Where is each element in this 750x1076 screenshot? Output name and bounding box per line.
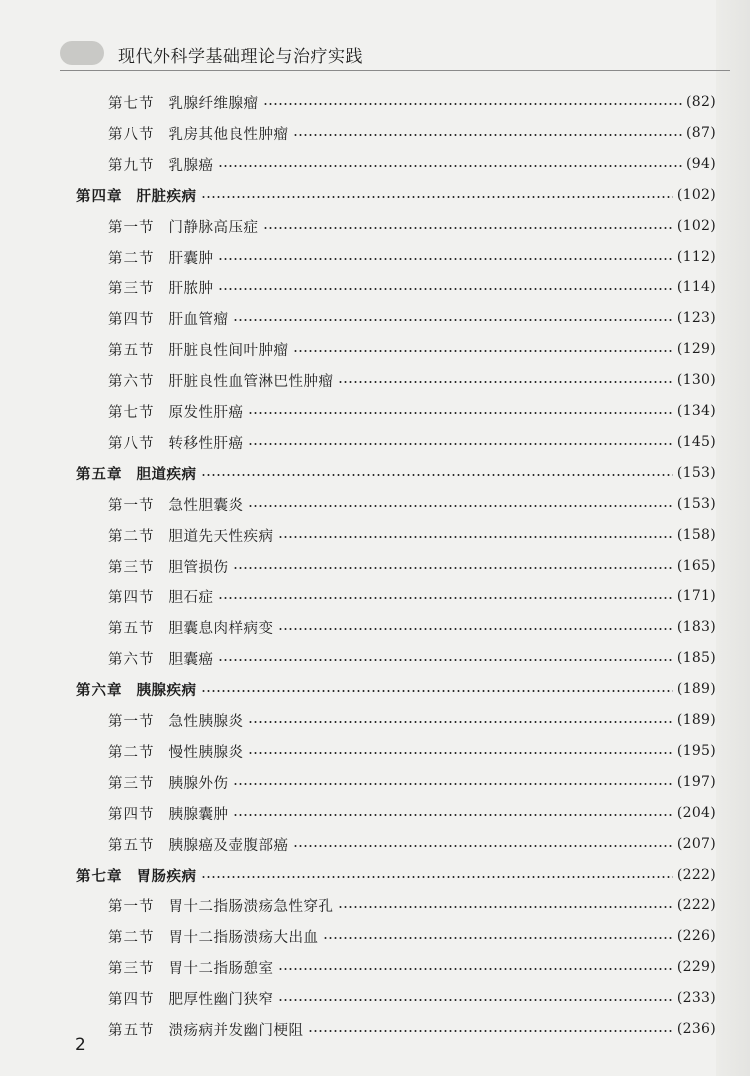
entry-title: 肝脓肿 — [168, 280, 214, 297]
toc-section-entry — [108, 923, 716, 949]
toc-section-entry — [108, 800, 716, 826]
entry-number: 第九节 — [108, 157, 155, 174]
toc-section-entry — [108, 831, 716, 857]
dot-leader — [201, 474, 673, 476]
entry-number: 第二节 — [108, 744, 155, 761]
dot-leader — [293, 134, 683, 136]
entry-title: 胰腺囊肿 — [168, 806, 229, 823]
dot-leader — [338, 906, 673, 908]
header-ornament — [60, 41, 104, 65]
entry-title: 胰腺外伤 — [168, 775, 229, 792]
entry-page: (222) — [676, 897, 716, 913]
dot-leader — [248, 752, 673, 754]
entry-page: (153) — [676, 496, 716, 512]
entry-title: 胃肠疾病 — [136, 867, 197, 885]
entry-page: (123) — [676, 310, 716, 326]
entry-title: 肝脏良性血管淋巴性肿瘤 — [168, 373, 334, 390]
header-rule — [60, 70, 730, 71]
entry-number: 第六节 — [108, 651, 155, 668]
dot-leader — [218, 288, 673, 290]
entry-number: 第八节 — [108, 435, 155, 452]
dot-leader — [201, 690, 673, 692]
dot-leader — [248, 721, 673, 723]
entry-page: (145) — [676, 434, 716, 450]
entry-title: 胆道疾病 — [136, 465, 197, 483]
entry-number: 第一节 — [108, 497, 155, 514]
entry-page: (82) — [686, 94, 716, 110]
entry-title: 乳房其他良性肿瘤 — [168, 126, 289, 143]
toc-section-entry — [108, 213, 716, 239]
entry-page: (87) — [686, 125, 716, 141]
entry-title: 急性胰腺炎 — [168, 713, 244, 730]
dot-leader — [263, 227, 673, 229]
entry-page: (197) — [676, 774, 716, 790]
page-number: 2 — [75, 1035, 86, 1055]
toc-chapter-entry — [76, 676, 716, 702]
entry-title: 胆石症 — [168, 589, 214, 606]
book-title: 现代外科学基础理论与治疗实践 — [118, 47, 363, 67]
dot-leader — [218, 258, 673, 260]
entry-number: 第五节 — [108, 620, 155, 637]
toc-section-entry — [108, 522, 716, 548]
entry-page: (94) — [686, 156, 716, 172]
entry-number: 第七章 — [76, 867, 123, 885]
toc-section-entry — [108, 614, 716, 640]
entry-page: (222) — [676, 867, 716, 883]
dot-leader — [293, 845, 673, 847]
entry-title: 乳腺癌 — [168, 157, 214, 174]
dot-leader — [293, 350, 673, 352]
dot-leader — [263, 103, 683, 105]
toc-section-entry — [108, 954, 716, 980]
entry-page: (207) — [676, 836, 716, 852]
entry-title: 原发性肝癌 — [168, 404, 244, 421]
dot-leader — [233, 783, 673, 785]
entry-number: 第六节 — [108, 373, 155, 390]
entry-title: 肥厚性幽门狭窄 — [168, 991, 274, 1008]
entry-page: (183) — [676, 619, 716, 635]
entry-number: 第四节 — [108, 991, 155, 1008]
entry-title: 胰腺癌及壶腹部癌 — [168, 837, 289, 854]
toc-section-entry — [108, 336, 716, 362]
entry-page: (165) — [676, 558, 716, 574]
entry-page: (185) — [676, 650, 716, 666]
toc-section-entry — [108, 491, 716, 517]
entry-number: 第三节 — [108, 280, 155, 297]
dot-leader — [233, 319, 673, 321]
entry-number: 第二节 — [108, 250, 155, 267]
entry-title: 溃疡病并发幽门梗阻 — [168, 1022, 304, 1039]
entry-number: 第四节 — [108, 589, 155, 606]
dot-leader — [233, 814, 673, 816]
entry-page: (226) — [676, 928, 716, 944]
entry-title: 肝脏疾病 — [136, 187, 197, 205]
dot-leader — [218, 165, 683, 167]
toc-section-entry — [108, 274, 716, 300]
toc-section-entry — [108, 367, 716, 393]
toc-section-entry — [108, 738, 716, 764]
toc-section-entry — [108, 985, 716, 1011]
entry-page: (114) — [676, 279, 716, 295]
entry-page: (204) — [676, 805, 716, 821]
toc-section-entry — [108, 120, 716, 146]
entry-number: 第四节 — [108, 806, 155, 823]
entry-page: (102) — [676, 218, 716, 234]
toc-section-entry — [108, 305, 716, 331]
dot-leader — [218, 597, 673, 599]
entry-page: (229) — [676, 959, 716, 975]
toc-section-entry — [108, 1016, 716, 1042]
dot-leader — [248, 443, 673, 445]
entry-page: (189) — [676, 712, 716, 728]
dot-leader — [338, 381, 673, 383]
entry-title: 门静脉高压症 — [168, 219, 259, 236]
toc-section-entry — [108, 244, 716, 270]
entry-number: 第五节 — [108, 837, 155, 854]
entry-page: (102) — [676, 187, 716, 203]
toc-section-entry — [108, 583, 716, 609]
entry-title: 急性胆囊炎 — [168, 497, 244, 514]
entry-page: (153) — [676, 465, 716, 481]
toc-section-entry — [108, 151, 716, 177]
entry-page: (129) — [676, 341, 716, 357]
entry-title: 胃十二指肠憩室 — [168, 960, 274, 977]
entry-title: 胆囊癌 — [168, 651, 214, 668]
entry-number: 第八节 — [108, 126, 155, 143]
running-header — [60, 38, 720, 72]
entry-title: 肝脏良性间叶肿瘤 — [168, 342, 289, 359]
dot-leader — [323, 937, 673, 939]
entry-number: 第七节 — [108, 404, 155, 421]
entry-title: 胃十二指肠溃疡急性穿孔 — [168, 898, 334, 915]
dot-leader — [218, 659, 673, 661]
toc-section-entry — [108, 892, 716, 918]
entry-number: 第三节 — [108, 775, 155, 792]
toc-section-entry — [108, 707, 716, 733]
entry-number: 第一节 — [108, 713, 155, 730]
entry-number: 第四章 — [76, 187, 123, 205]
entry-page: (171) — [676, 588, 716, 604]
entry-title: 胆道先天性疾病 — [168, 528, 274, 545]
entry-number: 第二节 — [108, 929, 155, 946]
toc-section-entry — [108, 645, 716, 671]
dot-leader — [278, 968, 673, 970]
entry-title: 胆囊息肉样病变 — [168, 620, 274, 637]
entry-title: 肝血管瘤 — [168, 311, 229, 328]
entry-title: 胆管损伤 — [168, 559, 229, 576]
entry-page: (130) — [676, 372, 716, 388]
dot-leader — [201, 196, 673, 198]
entry-number: 第三节 — [108, 559, 155, 576]
entry-page: (189) — [676, 681, 716, 697]
toc-section-entry — [108, 89, 716, 115]
entry-title: 胃十二指肠溃疡大出血 — [168, 929, 319, 946]
toc-section-entry — [108, 769, 716, 795]
entry-page: (134) — [676, 403, 716, 419]
page-edge-shadow — [716, 0, 750, 1076]
entry-number: 第三节 — [108, 960, 155, 977]
entry-number: 第五章 — [76, 465, 123, 483]
entry-number: 第一节 — [108, 219, 155, 236]
entry-title: 肝囊肿 — [168, 250, 214, 267]
entry-page: (158) — [676, 527, 716, 543]
dot-leader — [278, 536, 673, 538]
entry-page: (112) — [676, 249, 716, 265]
dot-leader — [201, 876, 673, 878]
dot-leader — [248, 412, 673, 414]
entry-number: 第四节 — [108, 311, 155, 328]
toc-section-entry — [108, 398, 716, 424]
toc-chapter-entry — [76, 862, 716, 888]
toc-chapter-entry — [76, 182, 716, 208]
entry-number: 第五节 — [108, 1022, 155, 1039]
dot-leader — [233, 567, 673, 569]
entry-number: 第一节 — [108, 898, 155, 915]
entry-page: (236) — [676, 1021, 716, 1037]
dot-leader — [248, 505, 673, 507]
toc-chapter-entry — [76, 460, 716, 486]
entry-page: (233) — [676, 990, 716, 1006]
entry-number: 第六章 — [76, 681, 123, 699]
entry-number: 第七节 — [108, 95, 155, 112]
toc-section-entry — [108, 553, 716, 579]
entry-title: 转移性肝癌 — [168, 435, 244, 452]
entry-number: 第二节 — [108, 528, 155, 545]
entry-title: 胰腺疾病 — [136, 681, 197, 699]
dot-leader — [308, 1030, 673, 1032]
entry-title: 慢性胰腺炎 — [168, 744, 244, 761]
toc-section-entry — [108, 429, 716, 455]
dot-leader — [278, 999, 673, 1001]
entry-page: (195) — [676, 743, 716, 759]
dot-leader — [278, 628, 673, 630]
entry-number: 第五节 — [108, 342, 155, 359]
entry-title: 乳腺纤维腺瘤 — [168, 95, 259, 112]
